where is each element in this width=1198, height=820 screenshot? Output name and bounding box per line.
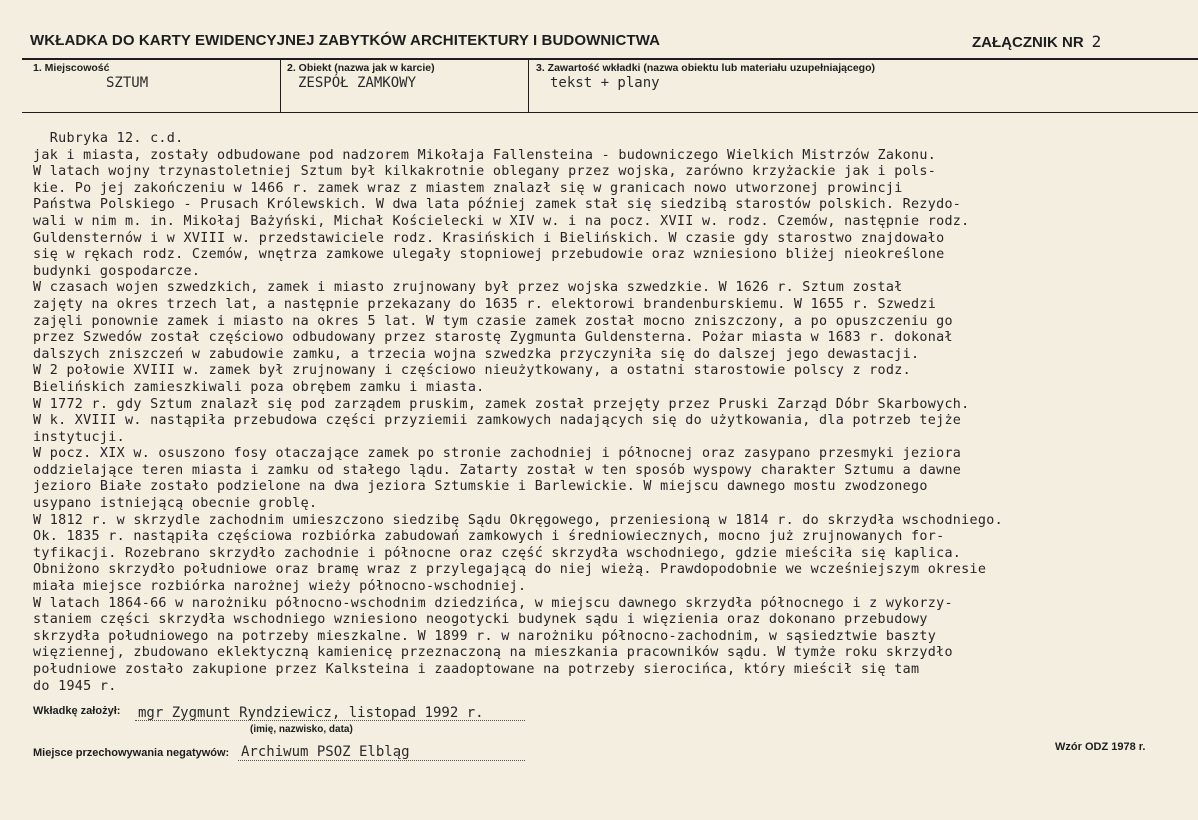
header-divider-1	[280, 60, 281, 112]
body-line: się w rękach rodz. Czemów, wnętrza zamkowe ulegały stopniowej przebudowie oraz wzniesiono bliżej nieokreślone	[33, 247, 945, 263]
miejsce-dotted-line	[238, 760, 525, 761]
body-line: W czasach wojen szwedzkich, zamek i miasto zrujnowany był przez wojska szwedzkie. W 1626 r. Sztum został	[33, 280, 903, 296]
body-line: W pocz. XIX w. osuszono fosy otaczające zamek po stronie zachodniej i północnej oraz zasypano przesmyki jeziora	[33, 446, 962, 462]
body-line: tyfikacji. Rozebrano skrzydło zachodnie i północne oraz część skrzydła wschodniego, gdzie mieściła się kaplica.	[33, 545, 962, 561]
header-rule-bottom	[22, 112, 1198, 113]
body-line: więziennej, zbudowano eklektyczną kamienicę przeznaczoną na mieszkania pracowników sądu. W tymże roku skrzydło	[33, 645, 953, 661]
body-line: jezioro Białe zostało podzielone na dwa jeziora Sztumskie i Barlewickie. W miejscu dawnego mostu zwodzonego	[33, 479, 928, 495]
body-line: skrzydła południowego na potrzeby mieszkalne. W 1899 r. w narożniku północno-zachodnim, w sąsiedztwie baszty	[33, 628, 937, 644]
body-line: W 2 połowie XVIII w. zamek był zrujnowany i częściowo nieużytkowany, a ostatni starostowie polscy z rodz.	[33, 363, 911, 379]
body-line: południowe zostało zakupione przez Kalksteina i zaadoptowane na potrzeby sierocińca, który mieścił się tam	[33, 662, 920, 677]
body-line: zajęty na okres trzech lat, a następnie przekazany do 1635 r. elektorowi brandenburskiemu. W 1655 r. Szwedzi	[33, 296, 937, 312]
body-line: Ok. 1835 r. nastąpiła częściowa rozbiórka zabudowań zamkowych i średniowiecznych, mocno już zrujnowanych for-	[33, 529, 945, 545]
body-line: kie. Po jej zakończeniu w 1466 r. zamek wraz z miastem znalazł się w granicach nowo utworzonej prowincji	[33, 180, 903, 196]
body-line: Guldensternów i w XVIII w. przedstawiciele rodz. Krasińskich i Bielińskich. W czasie gdy starostwo znajdowało	[33, 230, 945, 246]
body-line: budynki gospodarcze.	[33, 263, 201, 279]
body-line: Obniżono skrzydło południowe oraz bramę wraz z przylegającą do niej wieżą. Prawdopodobnie we wcześniejszym okresie	[33, 562, 987, 578]
obiekt-value: ZESPÓŁ ZAMKOWY	[298, 75, 417, 91]
header-rule-top	[22, 58, 1198, 60]
body-line: miała miejsce rozbiórka narożnej wieży północno-wschodniej.	[33, 579, 527, 595]
body-line: jak i miasta, zostały odbudowane pod nadzorem Mikołaja Fallensteina - budowniczego Wielkich Mistrzów Zakonu.	[33, 147, 937, 163]
body-line: do 1945 r.	[33, 678, 117, 694]
body-line: Państwa Polskiego - Prusach Królewskich. W dwa lata później zamek stał się siedzibą starostów polskich. Rezydo-	[33, 197, 962, 213]
body-line: W latach 1864-66 w narożniku północno-wschodnim dziedzińca, w miejscu dawnego skrzydła północnego i z wykorzy-	[33, 595, 953, 611]
body-line: przez Szwedów został częściowo odbudowany przez starostę Zygmunta Guldensterna. Pożar miasta w 1683 r. dokonał	[33, 330, 953, 346]
body-line: Rubryka 12. c.d.	[33, 131, 184, 146]
miejscowosc-value: SZTUM	[106, 75, 149, 91]
zalozyl-hint: (imię, nazwisko, data)	[250, 724, 353, 735]
miejsce-label: Miejsce przechowywania negatywów:	[33, 747, 230, 759]
zalacznik-field	[972, 32, 1101, 51]
zalozyl-dotted-line	[135, 720, 525, 721]
zalacznik-label: ZAŁĄCZNIK NR	[972, 34, 1084, 51]
wzor-note: Wzór ODZ 1978 r.	[1055, 741, 1146, 753]
miejscowosc-label: 1. Miejscowość	[33, 62, 110, 74]
body-line: staniem części skrzydła wschodniego wzniesiono neogotycki budynek sądu i więzienia oraz dokonano przebudowy	[33, 612, 928, 628]
form-header-title: WKŁADKA DO KARTY EWIDENCYJNEJ ZABYTKÓW ARCHITEKTURY I BUDOWNICTWA	[30, 32, 661, 49]
miejsce-value: Archiwum PSOZ Elbląg	[241, 744, 410, 760]
body-line: zajęli ponownie zamek i miasto na okres 5 lat. W tym czasie zamek został mocno zniszczony, a po opuszczeniu go	[33, 313, 953, 329]
body-line: Bielińskich zamieszkiwali poza obrębem zamku i miasta.	[33, 379, 485, 395]
body-line: W 1812 r. w skrzydle zachodnim umieszczono siedzibę Sądu Okręgowego, przeniesioną w 1814 r. do skrzydła wschodniego.	[33, 512, 1003, 528]
header-divider-2	[528, 60, 529, 112]
body-line: W 1772 r. gdy Sztum znalazł się pod zarządem pruskim, zamek został przejęty przez Pruski Zarząd Dóbr Skarbowych.	[33, 396, 970, 412]
obiekt-label: 2. Obiekt (nazwa jak w karcie)	[287, 62, 435, 74]
typed-body-text	[33, 131, 1198, 695]
zalacznik-number: 2	[1091, 32, 1102, 51]
body-line: wali w nim m. in. Mikołaj Bażyński, Michał Kościelecki w XIV w. i na pocz. XVII w. rodz. Czemów, następnie rodz.	[33, 213, 970, 229]
body-line: W latach wojny trzynastoletniej Sztum był kilkakrotnie oblegany przez wojska, zarówno krzyżackie jak i pols-	[33, 164, 937, 180]
body-line: usypano istniejącą obecnie groblę.	[33, 496, 318, 512]
zawartosc-value: tekst + plany	[550, 75, 660, 91]
zalozyl-value: mgr Zygmunt Ryndziewicz, listopad 1992 r.	[138, 705, 484, 721]
zawartosc-label: 3. Zawartość wkładki (nazwa obiektu lub materiału uzupełniającego)	[536, 62, 875, 74]
zalozyl-label: Wkładkę założył:	[33, 705, 121, 717]
body-line: oddzielające teren miasta i zamku od stałego lądu. Zatarty został w ten sposób wyspowy charakter Sztumu a dawne	[33, 462, 962, 478]
body-line: instytucji.	[33, 429, 125, 445]
body-line: dalszych zniszczeń w zabudowie zamku, a trzecia wojna szwedzka przyczyniła się do dalszej jego dewastacji.	[33, 346, 920, 362]
body-line: W k. XVIII w. nastąpiła przebudowa części przyziemii zamkowych nadających się do użytkowania, dla potrzeb tejże	[33, 413, 962, 429]
